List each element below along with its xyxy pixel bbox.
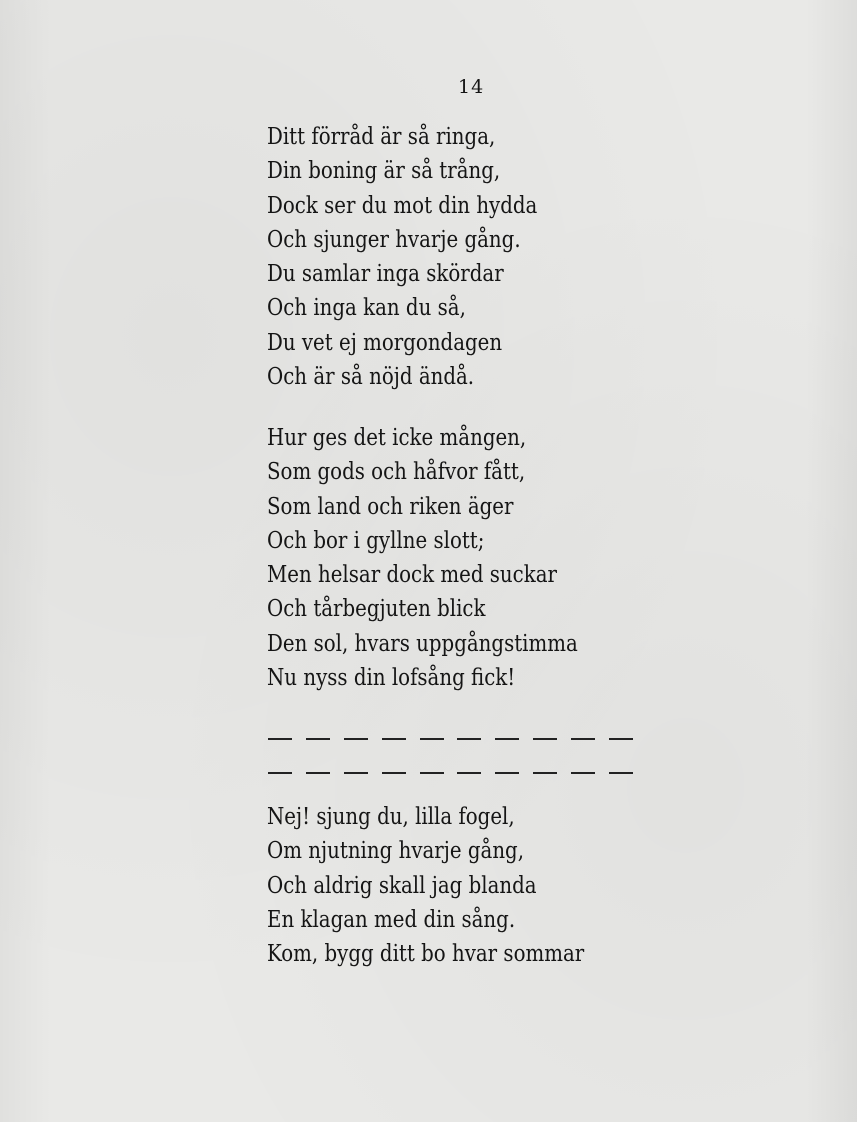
dash: [533, 772, 557, 774]
dash: [420, 738, 444, 740]
verse-line: Men helsar dock med suckar: [267, 562, 557, 589]
dash: [268, 772, 292, 774]
dash: [533, 738, 557, 740]
dash: [306, 738, 330, 740]
verse-line: Nu nyss din lofsång fick!: [267, 665, 516, 692]
verse-line: Du vet ej morgondagen: [267, 329, 503, 356]
dash: [457, 738, 481, 740]
verse-line: Som gods och håfvor fått,: [267, 459, 526, 486]
verse-line: En klagan med din sång.: [267, 906, 516, 933]
stanza: [267, 800, 636, 971]
verse-line: Nej! sjung du, lilla fogel,: [267, 804, 515, 830]
dash: [609, 772, 633, 774]
verse-line: Dock ser du mot din hydda: [267, 192, 538, 219]
verse-line: Du samlar inga skördar: [267, 261, 504, 288]
dash-divider: [268, 738, 633, 740]
verse-line: Din boning är så trång,: [267, 158, 501, 185]
verse-line: Ditt förråd är så ringa,: [267, 124, 496, 150]
verse-line: Om njutning hvarje gång,: [267, 838, 525, 865]
dash: [495, 738, 519, 740]
dash: [344, 772, 368, 774]
dash: [495, 772, 519, 774]
verse-line: Som land och riken äger: [267, 493, 514, 520]
verse-line: Hur ges det icke mången,: [267, 425, 527, 451]
dash: [609, 738, 633, 740]
verse-line: Och aldrig skall jag blanda: [267, 872, 537, 899]
dash: [382, 738, 406, 740]
dash: [420, 772, 444, 774]
dash-divider: [268, 772, 633, 774]
dash: [382, 772, 406, 774]
verse-line: Den sol, hvars uppgångstimma: [267, 630, 578, 657]
stanza: [267, 120, 581, 394]
verse-line: Kom, bygg ditt bo hvar sommar: [267, 941, 585, 968]
dash: [306, 772, 330, 774]
page-number: 14: [458, 76, 485, 98]
stanza: [267, 421, 628, 695]
verse-line: Och inga kan du så,: [267, 295, 466, 322]
dash: [571, 772, 595, 774]
verse-line: Och tårbegjuten blick: [267, 596, 486, 623]
dash: [344, 738, 368, 740]
verse-line: Och bor i gyllne slott;: [267, 527, 485, 554]
dash: [571, 738, 595, 740]
verse-line: Och är så nöjd ändå.: [267, 364, 475, 391]
dash: [457, 772, 481, 774]
verse-line: Och sjunger hvarje gång.: [267, 226, 521, 253]
dash: [268, 738, 292, 740]
